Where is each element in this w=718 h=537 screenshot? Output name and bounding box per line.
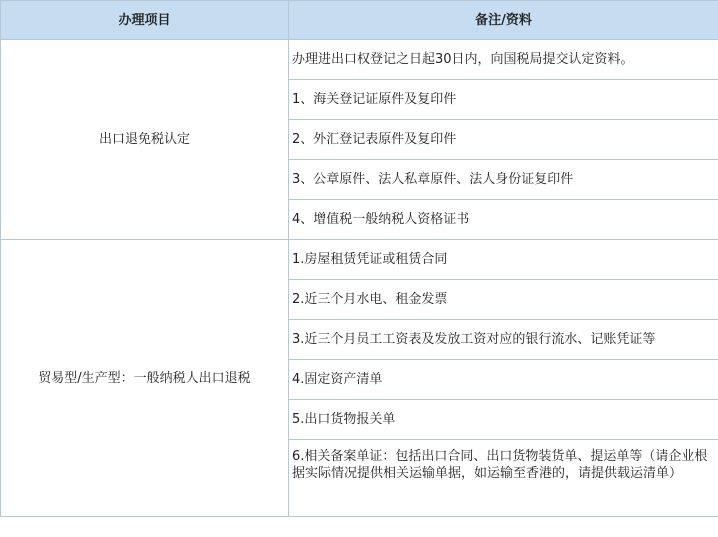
note-cell: 1.房屋租赁凭证或租赁合同 bbox=[289, 240, 718, 280]
note-cell: 3、公章原件、法人私章原件、法人身份证复印件 bbox=[289, 160, 718, 200]
item-cell-export-exemption-recognition: 出口退免税认定 bbox=[1, 40, 289, 240]
table-row bbox=[1, 40, 718, 80]
note-cell: 5.出口货物报关单 bbox=[289, 400, 718, 440]
note-cell: 2.近三个月水电、租金发票 bbox=[289, 280, 718, 320]
note-cell: 4.固定资产清单 bbox=[289, 360, 718, 400]
note-cell: 4、增值税一般纳税人资格证书 bbox=[289, 200, 718, 240]
header-row bbox=[1, 1, 718, 40]
note-cell: 6.相关备案单证：包括出口合同、出口货物装货单、提运单等（请企业根据实际情况提供相关运输单据，如运输至香港的，请提供载运清单） bbox=[289, 440, 718, 517]
table-row bbox=[1, 240, 718, 280]
note-cell: 办理进出口权登记之日起30日内，向国税局提交认定资料。 bbox=[289, 40, 718, 80]
item-cell-general-taxpayer-export-refund: 贸易型/生产型：一般纳税人出口退税 bbox=[1, 240, 289, 517]
note-cell: 2、外汇登记表原件及复印件 bbox=[289, 120, 718, 160]
note-cell: 3.近三个月员工工资表及发放工资对应的银行流水、记账凭证等 bbox=[289, 320, 718, 360]
header-item: 办理项目 bbox=[1, 1, 289, 40]
note-cell: 1、海关登记证原件及复印件 bbox=[289, 80, 718, 120]
header-note: 备注/资料 bbox=[289, 1, 718, 40]
